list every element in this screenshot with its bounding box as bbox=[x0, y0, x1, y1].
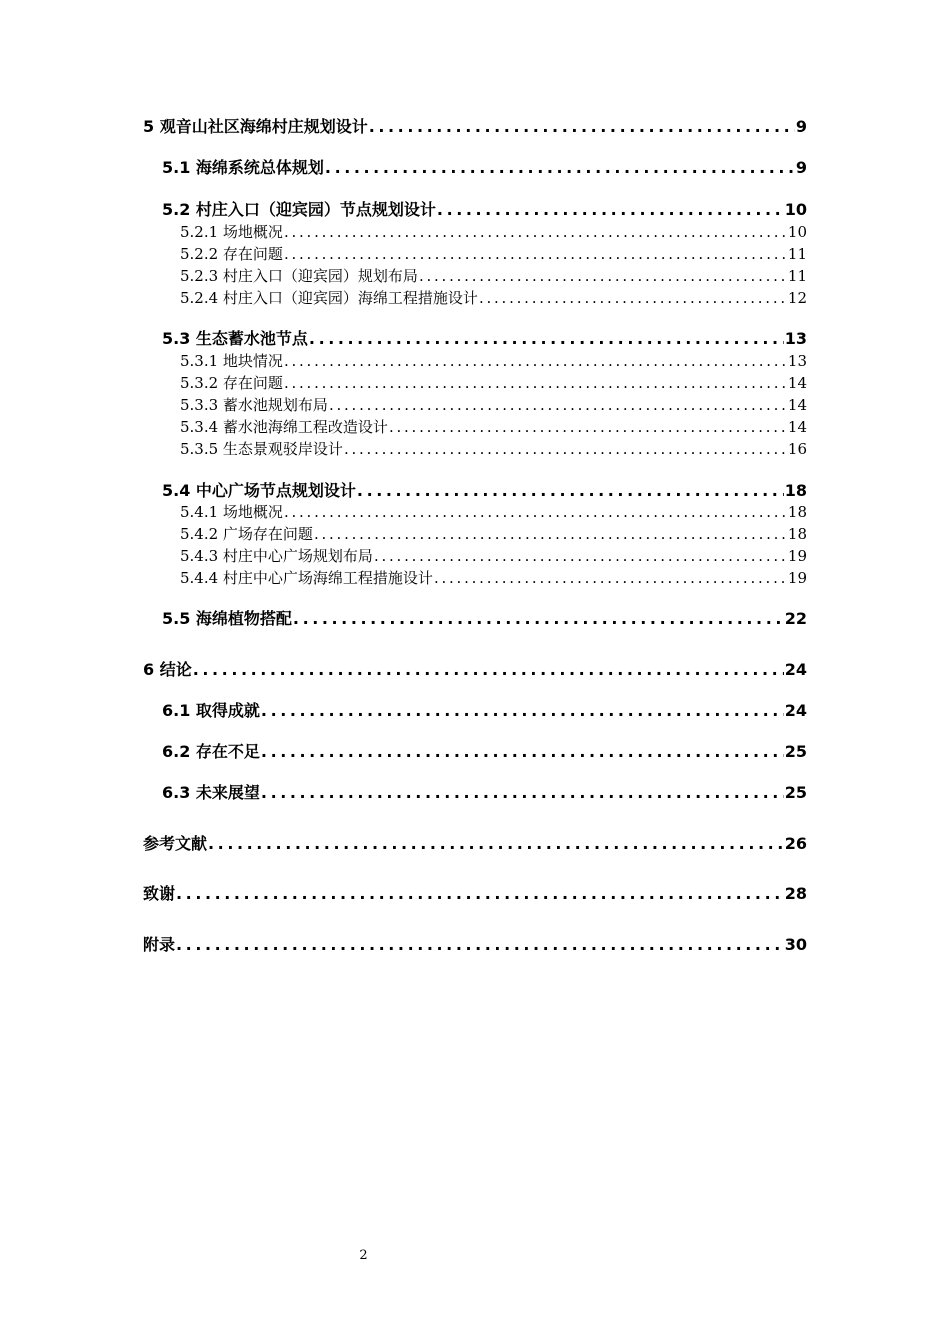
toc-entry-page: 11 bbox=[787, 267, 807, 285]
toc-entry-6[interactable] bbox=[143, 658, 807, 682]
toc-entry-5-4-2[interactable] bbox=[143, 523, 807, 545]
toc-leader-dots bbox=[193, 658, 784, 682]
toc-entry-title: 5.3.3 蓄水池规划布局 bbox=[180, 396, 328, 414]
toc-entry-page: 14 bbox=[787, 374, 807, 392]
toc-entry-5-2[interactable] bbox=[143, 198, 807, 222]
toc-leader-dots bbox=[314, 523, 787, 545]
toc-entry-title: 5.2.4 村庄入口（迎宾园）海绵工程措施设计 bbox=[180, 289, 478, 307]
toc-entry-title: 5.1 海绵系统总体规划 bbox=[162, 158, 324, 177]
toc-entry-5-2-1[interactable] bbox=[143, 221, 807, 243]
toc-leader-dots bbox=[479, 287, 787, 309]
toc-entry-5-2-2[interactable] bbox=[143, 243, 807, 265]
toc-entry-title: 5.3.2 存在问题 bbox=[180, 374, 283, 392]
toc-entry-acknowledgements[interactable] bbox=[143, 882, 807, 906]
toc-leader-dots bbox=[389, 416, 787, 438]
toc-entry-page: 13 bbox=[784, 329, 807, 348]
toc-entry-5-1[interactable] bbox=[143, 156, 807, 180]
toc-entry-page: 10 bbox=[787, 223, 807, 241]
toc-leader-dots bbox=[176, 933, 784, 957]
toc-entry-page: 25 bbox=[784, 742, 807, 761]
toc-entry-title: 5.3.1 地块情况 bbox=[180, 352, 283, 370]
toc-entry-page: 14 bbox=[787, 396, 807, 414]
toc-entry-title: 6 结论 bbox=[143, 660, 192, 679]
toc-entry-page: 22 bbox=[784, 609, 807, 628]
toc-entry-title: 5.4.4 村庄中心广场海绵工程措施设计 bbox=[180, 569, 433, 587]
toc-entry-title: 5.5 海绵植物搭配 bbox=[162, 609, 292, 628]
toc-entry-page: 30 bbox=[784, 935, 807, 954]
toc-leader-dots bbox=[309, 327, 784, 351]
toc-entry-5-3-1[interactable] bbox=[143, 350, 807, 372]
toc-leader-dots bbox=[261, 699, 784, 723]
toc-leader-dots bbox=[208, 832, 784, 856]
toc-entry-page: 11 bbox=[787, 245, 807, 263]
toc-leader-dots bbox=[284, 243, 787, 265]
toc-entry-6-2[interactable] bbox=[143, 740, 807, 764]
toc-entry-title: 5.3.4 蓄水池海绵工程改造设计 bbox=[180, 418, 388, 436]
toc-entry-5-2-4[interactable] bbox=[143, 287, 807, 309]
toc-entry-title: 6.3 未来展望 bbox=[162, 783, 260, 802]
toc-entry-title: 6.2 存在不足 bbox=[162, 742, 260, 761]
toc-entry-page: 24 bbox=[784, 660, 807, 679]
toc-entry-title: 5.4.3 村庄中心广场规划布局 bbox=[180, 547, 373, 565]
toc-entry-page: 9 bbox=[795, 158, 807, 177]
toc-entry-page: 26 bbox=[784, 834, 807, 853]
toc-entry-title: 致谢 bbox=[143, 884, 176, 903]
toc-entry-title: 参考文献 bbox=[143, 834, 208, 853]
toc-entry-page: 9 bbox=[795, 117, 807, 136]
toc-entry-title: 5.3 生态蓄水池节点 bbox=[162, 329, 308, 348]
toc-leader-dots bbox=[284, 501, 787, 523]
toc-entry-title: 5 观音山社区海绵村庄规划设计 bbox=[143, 117, 368, 136]
toc-entry-5-3[interactable] bbox=[143, 327, 807, 351]
toc-leader-dots bbox=[369, 115, 795, 139]
toc-entry-5-2-3[interactable] bbox=[143, 265, 807, 287]
toc-entry-title: 5.2.2 存在问题 bbox=[180, 245, 283, 263]
toc-entry-5-3-2[interactable] bbox=[143, 372, 807, 394]
toc-entry-appendix[interactable] bbox=[143, 933, 807, 957]
toc-entry-page: 18 bbox=[787, 525, 807, 543]
toc-entry-page: 12 bbox=[787, 289, 807, 307]
toc-entry-page: 10 bbox=[784, 200, 807, 219]
toc-leader-dots bbox=[344, 438, 787, 460]
page-number: 2 bbox=[359, 1248, 368, 1263]
toc-entry-title: 5.2.3 村庄入口（迎宾园）规划布局 bbox=[180, 267, 418, 285]
toc-entry-page: 18 bbox=[787, 503, 807, 521]
toc-leader-dots bbox=[329, 394, 787, 416]
toc-entry-title: 5.4 中心广场节点规划设计 bbox=[162, 481, 356, 500]
toc-entry-title: 5.4.2 广场存在问题 bbox=[180, 525, 313, 543]
toc-leader-dots bbox=[434, 567, 787, 589]
toc-leader-dots bbox=[293, 607, 784, 631]
toc-entry-page: 18 bbox=[784, 481, 807, 500]
toc-entry-5-3-4[interactable] bbox=[143, 416, 807, 438]
toc-entry-title: 5.3.5 生态景观驳岸设计 bbox=[180, 440, 343, 458]
toc-entry-page: 28 bbox=[784, 884, 807, 903]
toc-entry-5-4-4[interactable] bbox=[143, 567, 807, 589]
toc-entry-page: 24 bbox=[784, 701, 807, 720]
toc-leader-dots bbox=[374, 545, 787, 567]
toc-entry-page: 19 bbox=[787, 569, 807, 587]
toc-leader-dots bbox=[284, 350, 787, 372]
toc-entry-5-3-3[interactable] bbox=[143, 394, 807, 416]
toc-entry-6-1[interactable] bbox=[143, 699, 807, 723]
toc-leader-dots bbox=[176, 882, 784, 906]
toc-leader-dots bbox=[437, 198, 784, 222]
toc-entry-title: 5.2.1 场地概况 bbox=[180, 223, 283, 241]
toc-entry-page: 16 bbox=[787, 440, 807, 458]
toc-entry-page: 13 bbox=[787, 352, 807, 370]
toc-leader-dots bbox=[284, 221, 787, 243]
toc-leader-dots bbox=[357, 479, 784, 503]
toc-entry-title: 6.1 取得成就 bbox=[162, 701, 260, 720]
toc-entry-title: 附录 bbox=[143, 935, 176, 954]
toc-entry-5[interactable] bbox=[143, 115, 807, 139]
toc-entry-page: 25 bbox=[784, 783, 807, 802]
toc-entry-title: 5.4.1 场地概况 bbox=[180, 503, 283, 521]
toc-leader-dots bbox=[419, 265, 787, 287]
toc-entry-5-4[interactable] bbox=[143, 479, 807, 503]
toc-leader-dots bbox=[325, 156, 795, 180]
toc-entry-title: 5.2 村庄入口（迎宾园）节点规划设计 bbox=[162, 200, 436, 219]
toc-leader-dots bbox=[261, 740, 784, 764]
toc-entry-references[interactable] bbox=[143, 832, 807, 856]
toc-entry-page: 14 bbox=[787, 418, 807, 436]
toc-entry-5-5[interactable] bbox=[143, 607, 807, 631]
toc-entry-5-4-1[interactable] bbox=[143, 501, 807, 523]
toc-entry-5-3-5[interactable] bbox=[143, 438, 807, 460]
toc-entry-6-3[interactable] bbox=[143, 781, 807, 805]
toc-entry-5-4-3[interactable] bbox=[143, 545, 807, 567]
toc-entry-page: 19 bbox=[787, 547, 807, 565]
toc-leader-dots bbox=[261, 781, 784, 805]
toc-leader-dots bbox=[284, 372, 787, 394]
